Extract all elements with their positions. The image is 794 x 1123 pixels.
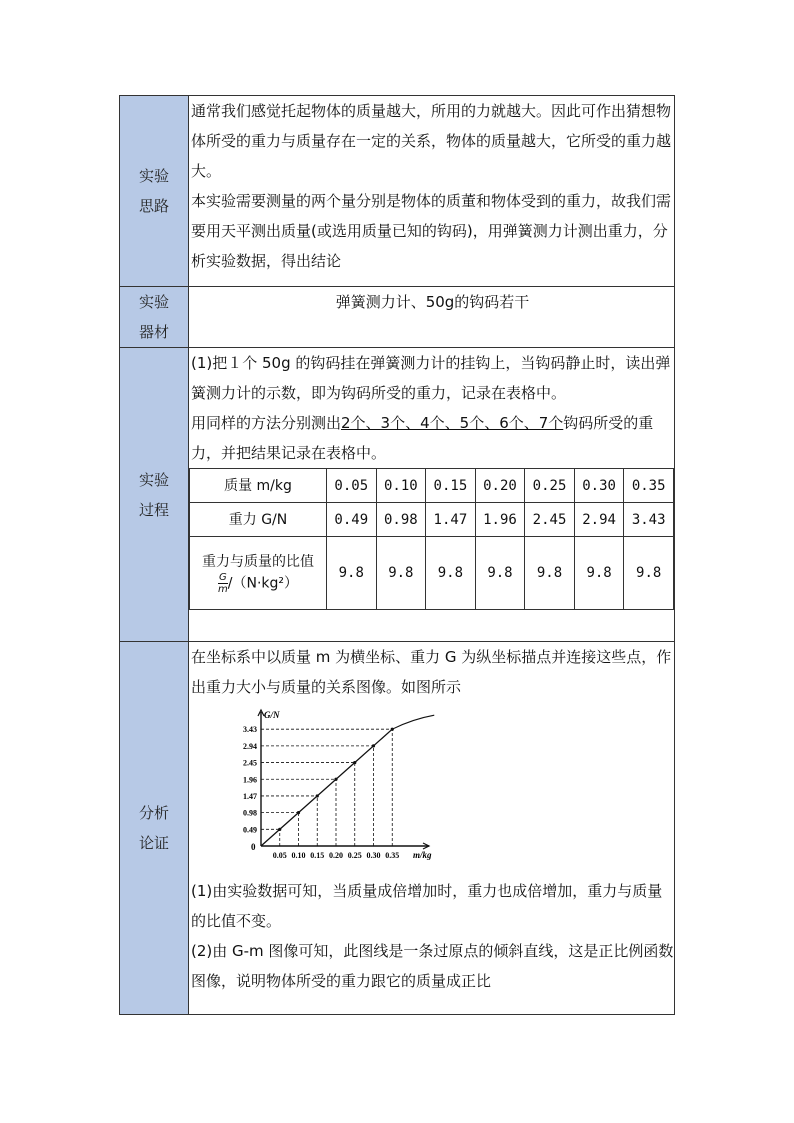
x-tick-label: 0.05 (272, 851, 287, 860)
row-analysis (120, 642, 675, 1015)
label-idea-l2: 思路 (138, 197, 169, 215)
ratio-cell: 9.8 (475, 537, 525, 610)
label-analysis (120, 642, 189, 1015)
ratio-cell: 9.8 (327, 537, 377, 610)
weight-cell: 1.96 (475, 503, 525, 537)
label-idea (120, 96, 189, 287)
idea-paragraph-2: 本实验需要测量的两个量分别是物体的质董和物体受到的重力，故我们需要用天平测出质量(或选用质量已知的钩码)，用弹簧测力计测出重力，分析实验数据，得出结论 (191, 192, 672, 270)
x-tick-label: 0.35 (385, 851, 400, 860)
chart-container (191, 702, 674, 876)
mass-header: 质量 m/kg (190, 469, 327, 503)
mass-cell: 0.05 (327, 469, 377, 503)
weight-cell: 0.49 (327, 503, 377, 537)
x-tick-label: 0.15 (310, 851, 325, 860)
process-paragraph-2 (189, 408, 674, 468)
y-tick-label: 3.43 (243, 725, 257, 735)
label-equipment-l1: 实验 (138, 293, 169, 311)
process-p2-underlined: 2个、3个、4个、5个、6个、7个 (341, 414, 564, 432)
mass-cell: 0.20 (475, 469, 525, 503)
y-tick-label: 0.49 (243, 825, 257, 835)
label-process-l1: 实验 (138, 470, 169, 489)
ratio-header-label: 重力与质量的比值 (202, 553, 314, 570)
ratio-cell: 9.8 (624, 537, 674, 610)
ratio-cell: 9.8 (574, 537, 624, 610)
mass-cell: 0.25 (525, 469, 575, 503)
ratio-cell: 9.8 (426, 537, 476, 610)
weight-cell: 2.45 (525, 503, 575, 537)
data-row-ratio (190, 537, 674, 610)
label-equipment (120, 287, 189, 348)
y-tick-label: 0.98 (243, 808, 257, 818)
y-tick-label: 1.96 (243, 775, 257, 785)
y-axis-label: G/N (264, 710, 280, 720)
idea-paragraph-1: 通常我们感觉托起物体的质量越大，所用的力就越大。因此可作出猜想物体所受的重力与质量存在一定的关系，物体的质量越大，它所受的重力越大。 (191, 102, 672, 180)
ratio-fraction-den: m (218, 583, 228, 595)
ratio-cell: 9.8 (525, 537, 575, 610)
content-idea (189, 96, 675, 287)
mass-cell: 0.15 (426, 469, 476, 503)
data-table (189, 468, 674, 610)
origin-label: 0 (251, 842, 256, 852)
label-analysis-l1: 分析 (138, 804, 169, 822)
analysis-paragraph-2: (1)由实验数据可知，当质量成倍增加时，重力也成倍增加，重力与质量的比值不变。 (191, 882, 663, 930)
weight-cell: 3.43 (624, 503, 674, 537)
mass-cell: 0.30 (574, 469, 624, 503)
experiment-table (119, 95, 675, 1015)
x-tick-label: 0.25 (347, 851, 362, 860)
y-tick-label: 2.94 (243, 741, 257, 751)
ratio-fraction (218, 572, 228, 595)
analysis-paragraph-3: (2)由 G-m 图像可知，此图线是一条过原点的倾斜直线，这是正比例函数图像，说明物体所受的重力跟它的质量成正比 (191, 942, 674, 990)
x-tick-label: 0.30 (366, 851, 381, 860)
weight-header: 重力 G/N (190, 503, 327, 537)
process-p2-pre: 用同样的方法分别测出 (191, 414, 342, 432)
weight-cell: 2.94 (574, 503, 624, 537)
process-p2-post: 钩码所受的重力，并把结果记录在表格中。 (191, 414, 654, 462)
label-equipment-l2: 器材 (138, 323, 169, 341)
data-row-mass (190, 469, 674, 503)
x-tick-label: 0.20 (329, 851, 343, 860)
x-tick-label: 0.10 (291, 851, 306, 860)
weight-cell: 0.98 (376, 503, 426, 537)
ratio-header-unit-line (191, 572, 325, 595)
mass-cell: 0.35 (624, 469, 674, 503)
ratio-header (190, 537, 327, 610)
equipment-text: 弹簧测力计、50g的钩码若干 (335, 293, 530, 311)
g-m-chart (219, 706, 439, 868)
label-analysis-l2: 论证 (138, 834, 169, 852)
label-process-l2: 过程 (138, 500, 169, 519)
label-idea-l1: 实验 (138, 167, 169, 185)
data-row-weight (190, 503, 674, 537)
ratio-unit: /（N·kg²） (227, 575, 298, 591)
y-tick-label: 1.47 (243, 791, 257, 801)
y-tick-label: 2.45 (243, 758, 257, 768)
ratio-fraction-num: G (219, 571, 227, 583)
row-equipment (120, 287, 675, 348)
content-equipment (189, 287, 675, 348)
series-line (261, 729, 392, 846)
process-paragraph-1: (1)把１个 50g 的钩码挂在弹簧测力计的挂钩上，当钩码静止时，读出弹簧测力计的示数，即为钩码所受的重力，记录在表格中。 (191, 354, 671, 402)
ratio-cell: 9.8 (376, 537, 426, 610)
series-tail (392, 715, 434, 729)
row-process (120, 348, 675, 642)
analysis-paragraph-1: 在坐标系中以质量 m 为横坐标、重力 G 为纵坐标描点并连接这些点，作出重力大小与质量的关系图像。如图所示 (191, 648, 672, 696)
mass-cell: 0.10 (376, 469, 426, 503)
content-analysis (189, 642, 675, 1015)
label-process (120, 348, 189, 642)
content-process (189, 348, 675, 642)
weight-cell: 1.47 (426, 503, 476, 537)
row-idea (120, 96, 675, 287)
experiment-sheet (119, 95, 675, 1015)
x-axis-label: m/kg (413, 850, 432, 860)
